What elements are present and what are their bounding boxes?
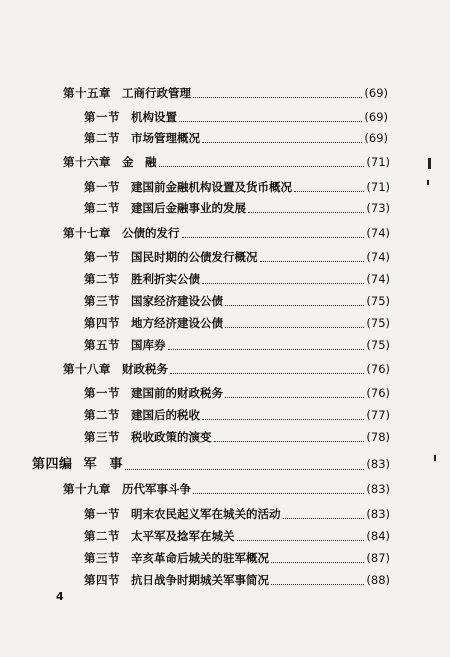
entry-title: 抗日战争时期城关军事简况 [131, 573, 269, 587]
entry-title: 历代军事斗争 [122, 482, 191, 496]
entry-number: 第五节 [84, 338, 120, 352]
toc-part [32, 456, 390, 473]
dot-leader [248, 211, 364, 213]
toc-chapter [63, 482, 390, 497]
page-reference: (75) [366, 294, 390, 308]
page-reference: (84) [366, 529, 390, 543]
entry-title: 建国后的税收 [131, 408, 200, 422]
page-reference: (71) [366, 180, 390, 194]
dot-leader [202, 418, 364, 420]
entry-number: 第十五章 [63, 86, 111, 100]
entry-title: 金 融 [122, 155, 157, 169]
dot-leader [271, 583, 364, 585]
page-reference: (69) [364, 86, 388, 100]
entry-title: 军 事 [83, 457, 123, 472]
entry-number: 第二节 [84, 201, 120, 215]
entry-number: 第一节 [84, 180, 120, 194]
dot-leader [168, 348, 365, 350]
entry-title: 机构设置 [131, 110, 177, 124]
page-reference: (73) [366, 201, 390, 215]
entry-title: 工商行政管理 [122, 86, 191, 100]
entry-number: 第十六章 [63, 155, 111, 169]
dot-leader [225, 304, 364, 306]
page-reference: (69) [364, 110, 388, 124]
page-reference: (83) [366, 482, 390, 496]
entry-title: 国库券 [131, 338, 166, 352]
toc-section [84, 551, 390, 566]
toc-section [84, 110, 388, 125]
entry-number: 第二节 [84, 529, 120, 543]
dot-leader [159, 165, 365, 167]
entry-number: 第一节 [84, 110, 120, 124]
page-reference: (69) [364, 131, 388, 145]
entry-title: 市场管理概况 [131, 131, 200, 145]
page-reference: (75) [366, 316, 390, 330]
entry-number: 第一节 [84, 250, 120, 264]
dot-leader [214, 440, 365, 442]
page-reference: (76) [366, 362, 390, 376]
dot-leader [283, 517, 365, 519]
toc-section [84, 507, 390, 522]
dot-leader [294, 190, 364, 192]
entry-number: 第十九章 [63, 482, 111, 496]
page-reference: (77) [366, 408, 390, 422]
entry-title: 税收政策的演变 [131, 430, 212, 444]
entry-number: 第四节 [84, 573, 120, 587]
page-reference: (83) [366, 507, 390, 521]
entry-title: 明末农民起义军在城关的活动 [131, 507, 281, 521]
dot-leader [237, 539, 365, 541]
entry-title: 地方经济建设公债 [131, 316, 223, 330]
dot-leader [202, 141, 362, 143]
toc-section [84, 386, 390, 401]
page-reference: (78) [366, 430, 390, 444]
entry-title: 财政税务 [122, 362, 168, 376]
entry-title: 国民时期的公债发行概况 [131, 250, 258, 264]
entry-number: 第十七章 [63, 226, 111, 240]
entry-number: 第二节 [84, 272, 120, 286]
dot-leader [182, 236, 365, 238]
page-reference: (74) [366, 272, 390, 286]
dot-leader [170, 372, 364, 374]
entry-number: 第四节 [84, 316, 120, 330]
entry-title: 胜利折实公债 [131, 272, 200, 286]
dot-leader [225, 326, 364, 328]
entry-title: 公债的发行 [122, 226, 180, 240]
entry-title: 辛亥革命后城关的驻军概况 [131, 551, 269, 565]
entry-number: 第三节 [84, 430, 120, 444]
page-reference: (88) [366, 573, 390, 587]
dot-leader [202, 282, 364, 284]
entry-number: 第一节 [84, 507, 120, 521]
entry-number: 第三节 [84, 551, 120, 565]
toc-section [84, 201, 390, 216]
page-reference: (83) [366, 457, 390, 471]
page-reference: (76) [366, 386, 390, 400]
entry-title: 建国前的财政税务 [131, 386, 223, 400]
entry-number: 第二节 [84, 408, 120, 422]
toc-chapter [63, 226, 390, 241]
toc-section [84, 408, 390, 423]
page-reference: (71) [366, 155, 390, 169]
entry-title: 建国前金融机构设置及货币概况 [131, 180, 292, 194]
dot-leader [193, 492, 364, 494]
toc-section [84, 573, 390, 588]
entry-number: 第四编 [32, 457, 73, 472]
dot-leader [193, 96, 362, 98]
dot-leader [125, 468, 365, 470]
page-reference: (74) [366, 250, 390, 264]
toc-section [84, 180, 390, 195]
toc-section [84, 250, 390, 265]
dot-leader [179, 120, 362, 122]
scan-speck [434, 455, 436, 461]
page-reference: (87) [366, 551, 390, 565]
toc-section [84, 131, 388, 146]
entry-number: 第十八章 [63, 362, 111, 376]
entry-number: 第二节 [84, 131, 120, 145]
toc-chapter [63, 86, 388, 101]
page-reference: (75) [366, 338, 390, 352]
scan-speck [428, 158, 431, 169]
toc-section [84, 272, 390, 287]
toc-section [84, 294, 390, 309]
page-reference: (74) [366, 226, 390, 240]
toc-section [84, 338, 390, 353]
page-number: 4 [56, 590, 64, 603]
dot-leader [260, 260, 365, 262]
dot-leader [225, 396, 364, 398]
toc-section [84, 430, 390, 445]
entry-number: 第一节 [84, 386, 120, 400]
dot-leader [271, 561, 364, 563]
entry-title: 国家经济建设公债 [131, 294, 223, 308]
toc-chapter [63, 362, 390, 377]
toc-section [84, 316, 390, 331]
toc-chapter [63, 155, 390, 170]
scan-speck [427, 180, 429, 185]
toc-section [84, 529, 390, 544]
entry-title: 建国后金融事业的发展 [131, 201, 246, 215]
entry-number: 第三节 [84, 294, 120, 308]
entry-title: 太平军及捻军在城关 [131, 529, 235, 543]
